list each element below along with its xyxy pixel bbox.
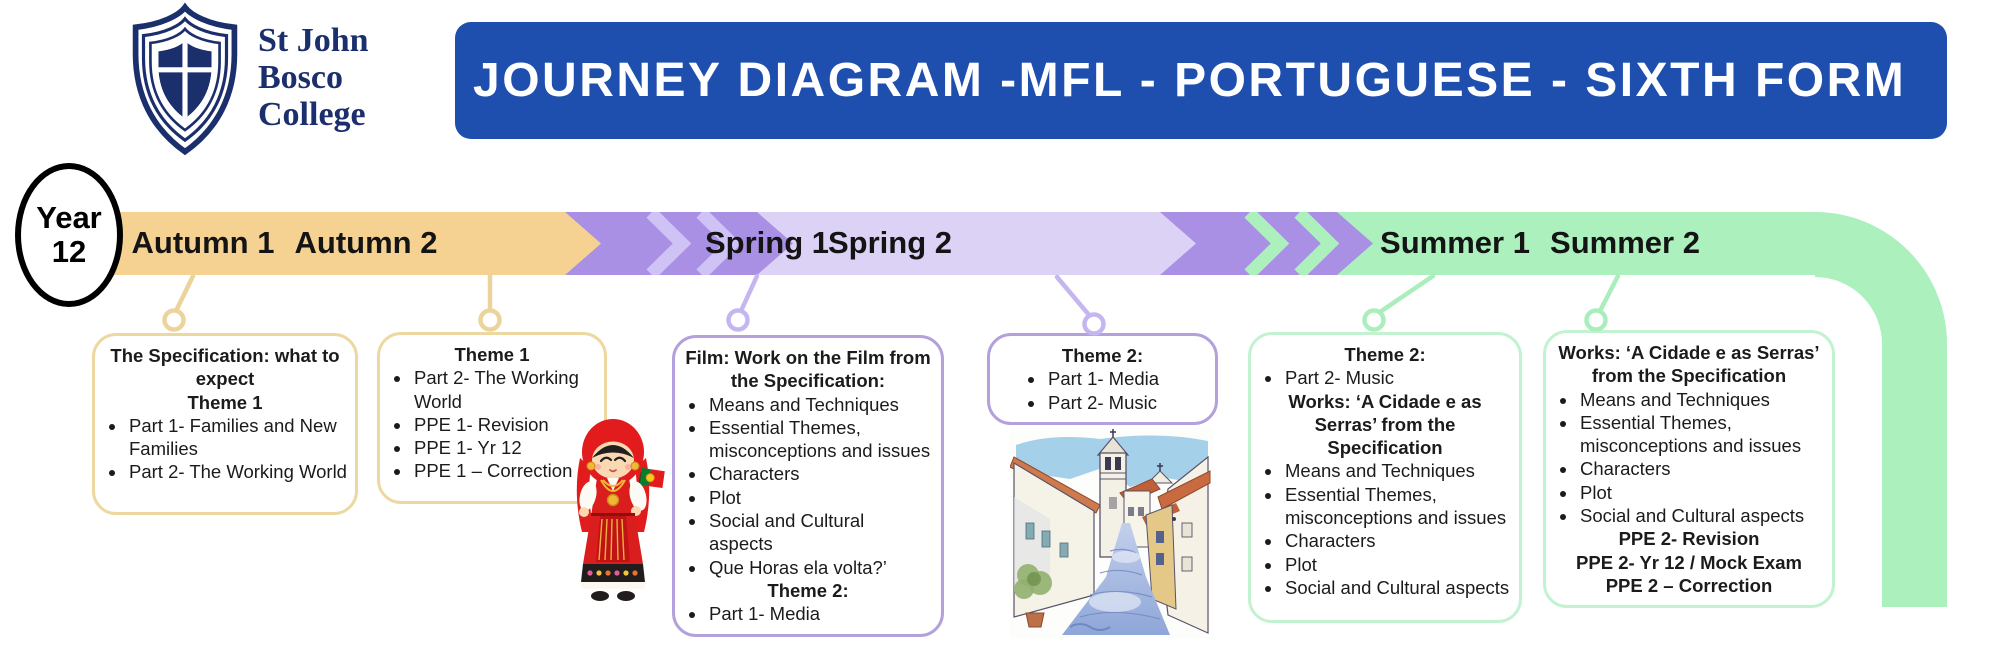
portuguese-girl-mascot <box>560 412 672 604</box>
shoe-left <box>591 591 609 601</box>
term-label-autumn-1: Autumn 1 <box>131 225 275 260</box>
box-bullet: • Part 2- Music <box>1046 391 1207 414</box>
box-bullet: • Essential Themes, misconceptions and issues <box>1283 483 1511 530</box>
box-heading: Works: ‘A Cidade e as Serras’ from the Specification <box>1288 390 1482 459</box>
box-heading: PPE 2- Revision <box>1618 528 1760 550</box>
term-label-spring-2: Spring 2 <box>827 225 953 260</box>
year-badge-word: Year <box>36 200 102 235</box>
box-bullet: • Characters <box>1283 529 1511 552</box>
box-heading: Film: Work on the Film from the Specification: <box>685 347 931 392</box>
box-bullet: • Means and Techniques <box>1283 459 1511 482</box>
box-heading: PPE 2- Yr 12 / Mock Exam <box>1576 551 1802 573</box>
box-bullet: • PPE 1 – Correction <box>412 459 596 482</box>
curriculum-box-autumn-1 <box>92 333 358 515</box>
box-heading: Theme 2: <box>1061 345 1144 366</box>
box-bullet: • Part 1- Media <box>1046 367 1207 390</box>
box-bullet: • Part 1- Families and New Families <box>127 414 347 461</box>
curriculum-box-summer-2 <box>1543 330 1835 608</box>
box-bullet-list <box>1259 459 1511 599</box>
box-heading: The Specification: what to expect <box>110 345 340 390</box>
box-bullet-list <box>683 602 933 625</box>
curriculum-box-spring-1 <box>672 335 944 637</box>
box-bullet-list <box>998 367 1207 414</box>
box-bullet: • PPE 1- Yr 12 <box>412 436 596 459</box>
college-name-line1: St John <box>258 22 369 59</box>
box-bullet-list <box>1554 388 1824 528</box>
box-bullet: • Que Horas ela volta?’ <box>707 556 933 579</box>
earring-right <box>631 462 639 470</box>
college-name-line3: College <box>258 96 366 133</box>
term-label-autumn-2: Autumn 2 <box>294 225 438 260</box>
curriculum-box-summer-1 <box>1248 332 1522 623</box>
box-heading: Theme 1 <box>454 344 530 365</box>
underskirt-frill <box>581 582 645 589</box>
box-bullet: • Social and Cultural aspects <box>1578 504 1824 527</box>
box-bullet: • Part 2- The Working World <box>127 460 347 483</box>
earring-left <box>587 462 595 470</box>
box-bullet: • Social and Cultural aspects <box>707 509 933 556</box>
curriculum-box-spring-2 <box>987 333 1218 425</box>
box-bullet: • Plot <box>707 486 933 509</box>
box-bullet: • Social and Cultural aspects <box>1283 576 1511 599</box>
watercolor-street-painting <box>1010 427 1213 638</box>
box-bullet: • Part 2- Music <box>1283 366 1511 389</box>
box-bullet: • Characters <box>707 462 933 485</box>
box-heading: Theme 2: <box>767 579 849 601</box>
box-bullet: • PPE 1- Revision <box>412 413 596 436</box>
portugal-flag-icon <box>640 468 665 488</box>
box-bullet-list <box>1259 366 1511 389</box>
term-label-spring-1: Spring 1 <box>704 225 830 260</box>
box-bullet: • Part 2- The Working World <box>412 366 596 413</box>
year-badge-number: 12 <box>51 234 87 269</box>
box-bullet: • Means and Techniques <box>707 393 933 416</box>
box-bullet: • Means and Techniques <box>1578 388 1824 411</box>
box-heading: Works: ‘A Cidade e as Serras’ from the Specification <box>1558 342 1820 387</box>
box-heading: Theme 2: <box>1344 344 1426 365</box>
box-bullet: • Essential Themes, misconceptions and issues <box>1578 411 1824 458</box>
box-bullet: • Part 1- Media <box>707 602 933 625</box>
term-label-summer-2: Summer 2 <box>1550 225 1700 260</box>
college-name-line2: Bosco <box>258 59 343 96</box>
year-12-badge <box>15 163 123 307</box>
box-heading: Theme 1 <box>187 391 263 413</box>
box-bullet: • Plot <box>1283 553 1511 576</box>
box-bullet-list <box>683 393 933 579</box>
term-label-summer-1: Summer 1 <box>1380 225 1530 260</box>
page-title: JOURNEY DIAGRAM -MFL - PORTUGUESE - SIXTH FORM <box>473 54 1907 107</box>
box-heading: PPE 2 – Correction <box>1605 574 1773 596</box>
box-bullet: • Essential Themes, misconceptions and issues <box>707 416 933 463</box>
box-bullet-list <box>103 414 347 484</box>
medallion <box>608 495 619 506</box>
box-bullet: • Characters <box>1578 457 1824 480</box>
shoe-right <box>617 591 635 601</box>
box-bullet: • Plot <box>1578 481 1824 504</box>
